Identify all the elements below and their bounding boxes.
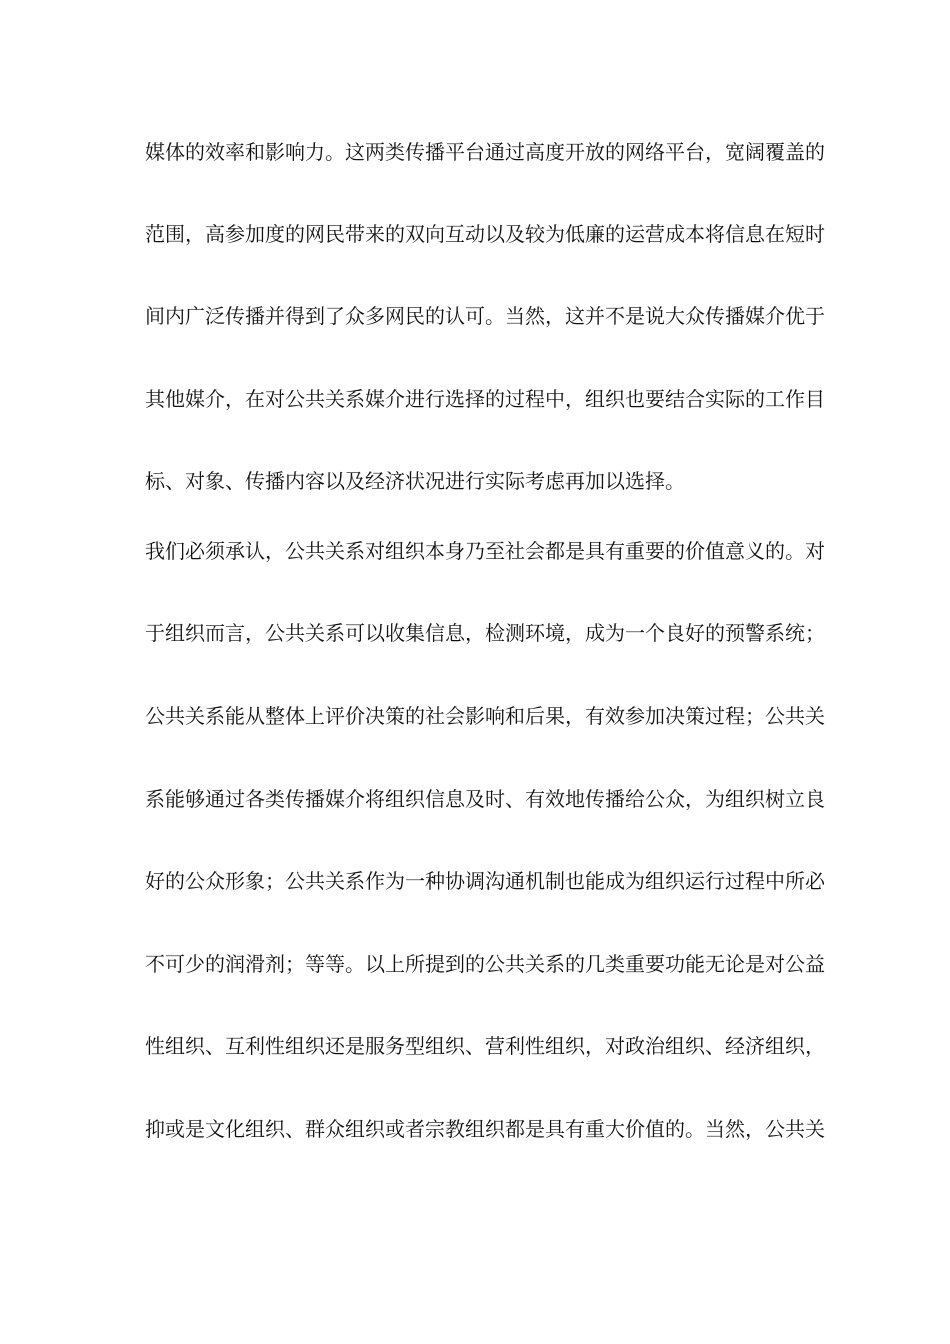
text-line: 范围，高参加度的网民带来的双向互动以及较为低廉的运营成本将信息在短时 <box>145 222 825 246</box>
text-line: 于组织而言，公共关系可以收集信息，检测环境，成为一个良好的预警系统； <box>145 621 825 645</box>
text-line: 不可少的润滑剂；等等。以上所提到的公共关系的几类重要功能无论是对公益 <box>145 952 825 976</box>
text-line: 系能够通过各类传播媒介将组织信息及时、有效地传播给公众，为组织树立良 <box>145 787 825 811</box>
text-line: 好的公众形象；公共关系作为一种协调沟通机制也能成为组织运行过程中所必 <box>145 869 825 893</box>
text-line: 公共关系能从整体上评价决策的社会影响和后果，有效参加决策过程；公共关 <box>145 704 825 728</box>
text-line: 我们必须承认，公共关系对组织本身乃至社会都是具有重要的价值意义的。对 <box>145 539 825 563</box>
text-line: 性组织、互利性组织还是服务型组织、营利性组织，对政治组织、经济组织， <box>145 1034 825 1058</box>
text-line: 媒体的效率和影响力。这两类传播平台通过高度开放的网络平台，宽阔覆盖的 <box>145 140 825 164</box>
text-line: 间内广泛传播并得到了众多网民的认可。当然，这并不是说大众传播媒介优于 <box>145 304 825 328</box>
text-line: 其他媒介，在对公共关系媒介进行选择的过程中，组织也要结合实际的工作目 <box>145 387 825 411</box>
text-line: 抑或是文化组织、群众组织或者宗教组织都是具有重大价值的。当然，公共关 <box>145 1117 825 1141</box>
text-line: 标、对象、传播内容以及经济状况进行实际考虑再加以选择。 <box>145 469 685 493</box>
